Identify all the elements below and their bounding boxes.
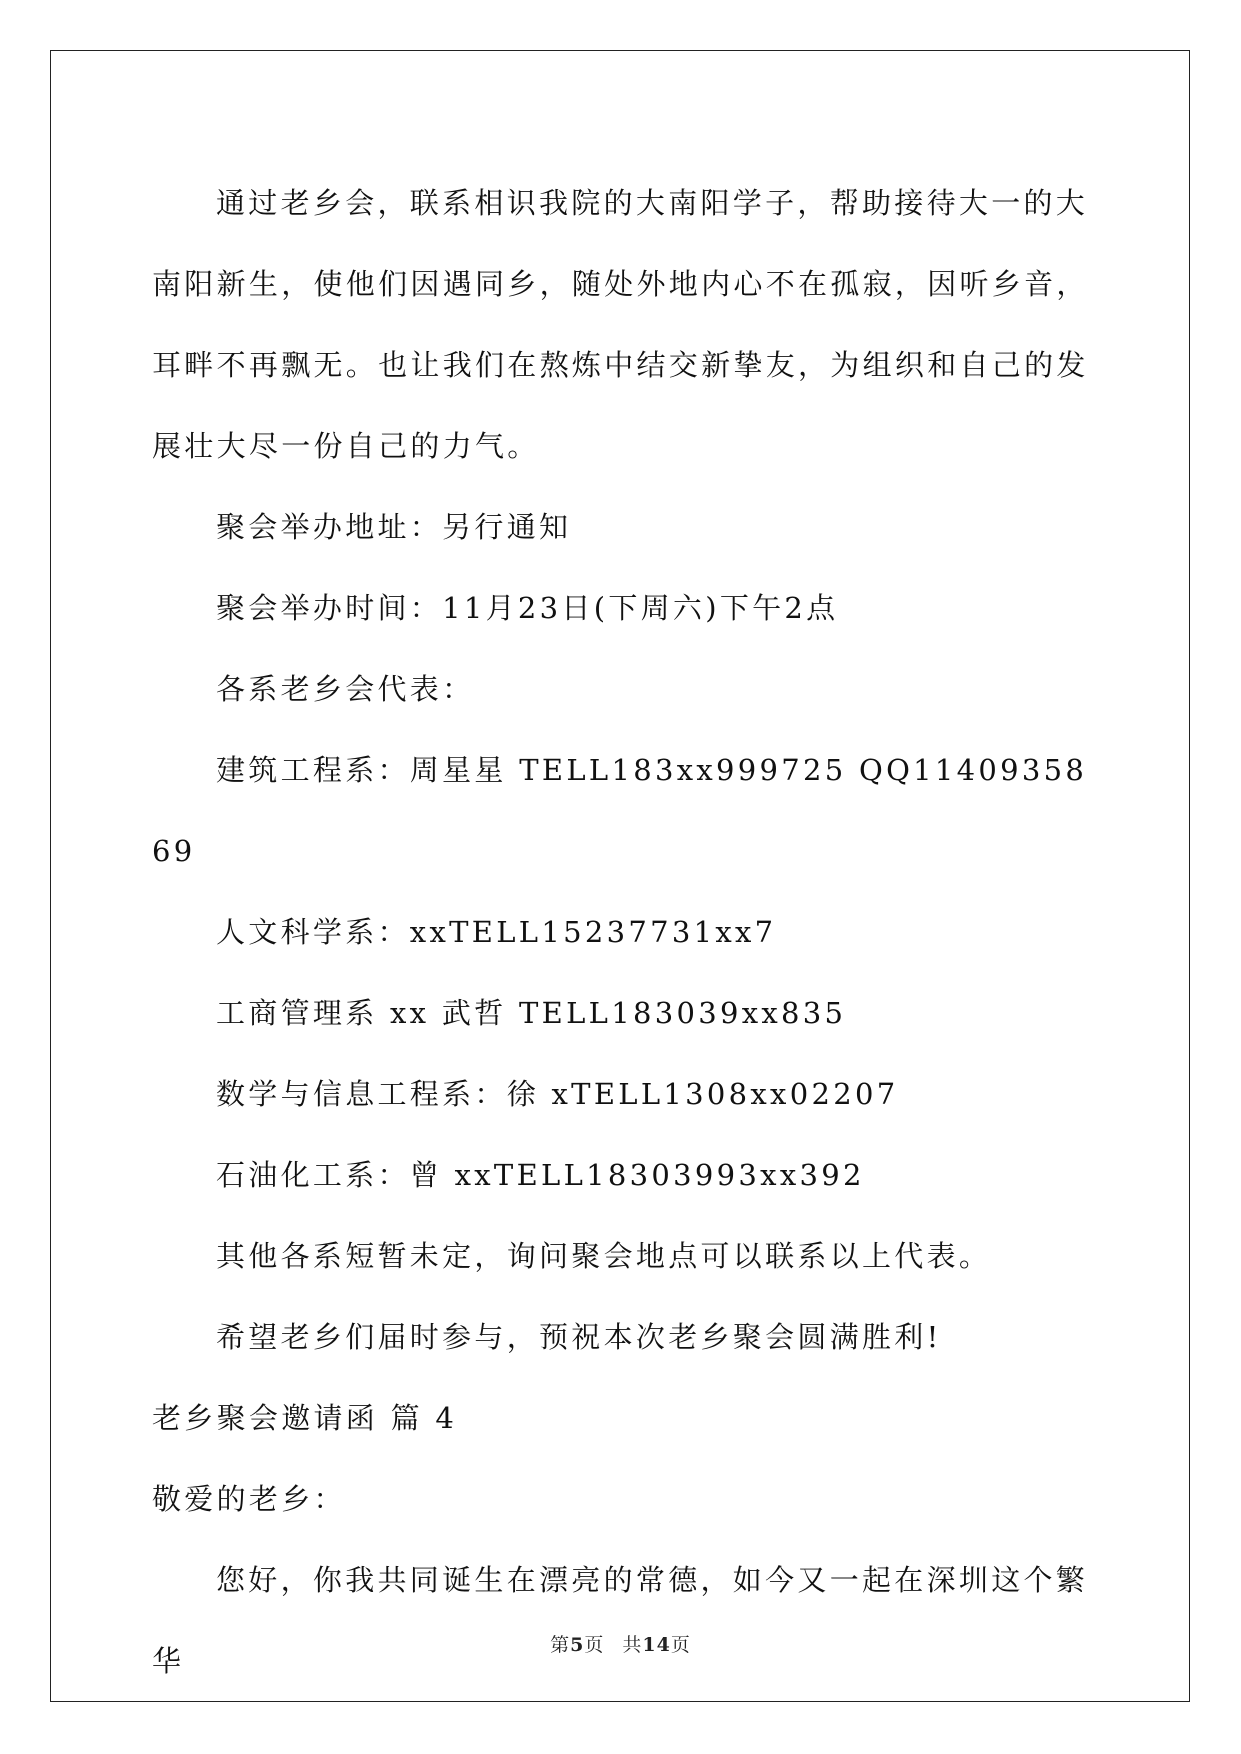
paragraph-closing-wish: 希望老乡们届时参与，预祝本次老乡聚会圆满胜利! xyxy=(216,1320,942,1354)
paragraph-rep-business: 工商管理系 xx 武哲 TELL183039xx835 xyxy=(216,996,847,1030)
paragraph-representatives-heading: 各系老乡会代表： xyxy=(216,672,475,706)
footer-total-pages: 14 xyxy=(642,1634,671,1656)
paragraph-rep-architecture: 建筑工程系：周星星 TELL183xx999725 QQ1140935869 xyxy=(152,753,1088,868)
paragraph-intro: 通过老乡会，联系相识我院的大南阳学子，帮助接待大一的大南阳新生，使他们因遇同乡，随处外地内心不在孤寂，因听乡音，耳畔不再飘无。也让我们在熬炼中结交新挚友，为组织和自己的发展壮大尽一份自己的力气。 xyxy=(152,186,1089,463)
document-body xyxy=(152,163,1092,1702)
paragraph-rep-humanities: 人文科学系：xxTELL15237731xx7 xyxy=(216,915,777,949)
footer-page-prefix: 第 xyxy=(550,1634,571,1656)
footer-total-suffix: 页 xyxy=(670,1634,691,1656)
paragraph-rep-math: 数学与信息工程系：徐 xTELL1308xx02207 xyxy=(216,1077,899,1111)
paragraph-rep-petrochemical: 石油化工系：曾 xxTELL18303993xx392 xyxy=(216,1158,865,1192)
footer-total-prefix: 共 xyxy=(622,1634,643,1656)
paragraph-venue: 聚会举办地址：另行通知 xyxy=(216,510,572,544)
paragraph-greeting: 您好，你我共同诞生在漂亮的常德，如今又一起在深圳这个繁华 xyxy=(152,1563,1089,1678)
section-heading: 老乡聚会邀请函 篇 4 xyxy=(152,1401,458,1435)
salutation: 敬爱的老乡： xyxy=(152,1482,346,1516)
paragraph-other-departments: 其他各系短暂未定，询问聚会地点可以联系以上代表。 xyxy=(216,1239,992,1273)
footer-page-number: 5 xyxy=(570,1634,585,1656)
footer-page-suffix: 页 xyxy=(584,1634,605,1656)
paragraph-time: 聚会举办时间：11月23日(下周六)下午2点 xyxy=(216,591,839,625)
page-footer xyxy=(0,1630,1241,1657)
